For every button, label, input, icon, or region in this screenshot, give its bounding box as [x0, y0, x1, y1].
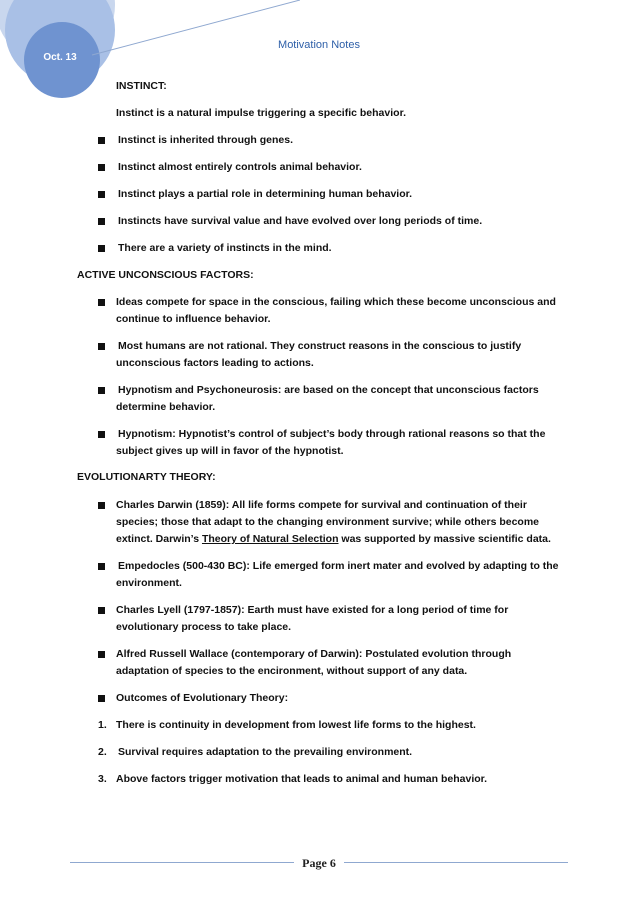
evolution-bullet-line: adaptation of species to the encironment, without support of any data. [116, 665, 468, 677]
outcome-item: There is continuity in development from lowest life forms to the highest. [116, 719, 476, 731]
list-number: 1. [98, 719, 107, 731]
evolution-bullet-line: Empedocles (500-430 BC): Life emerged form inert mater and evolved by adapting to the [118, 560, 559, 572]
instinct-bullet: There are a variety of instincts in the mind. [118, 242, 332, 254]
header-date: Oct. 13 [43, 52, 77, 63]
bullet-icon [98, 218, 105, 225]
evolution-bullet-line: species; those that adapt to the changing environment survive; while others become [116, 516, 540, 528]
bullet-icon [98, 431, 105, 438]
instinct-bullet: Instinct is inherited through genes. [118, 134, 294, 146]
list-number: 2. [98, 746, 107, 758]
active-heading: ACTIVE UNCONSCIOUS FACTORS: [77, 269, 254, 281]
evolution-bullet-line: Outcomes of Evolutionary Theory: [116, 692, 289, 704]
bullet-icon [98, 343, 105, 350]
bullet-icon [98, 607, 105, 614]
bullet-icon [98, 137, 105, 144]
bullet-icon [98, 299, 105, 306]
list-number: 3. [98, 773, 107, 785]
active-bullet-line: Most humans are not rational. They construct reasons in the conscious to justify [118, 340, 522, 352]
outcome-item: Survival requires adaptation to the prevailing environment. [118, 746, 413, 758]
evolution-bullet-line: Charles Lyell (1797-1857): Earth must have existed for a long period of time for [116, 604, 509, 616]
active-bullet-line: subject gives up will in favor of the hypnotist. [116, 445, 344, 457]
bullet-icon [98, 563, 105, 570]
instinct-bullet: Instinct plays a partial role in determining human behavior. [118, 188, 413, 200]
page-number: Page 6 [302, 856, 336, 870]
outcome-item: Above factors trigger motivation that leads to animal and human behavior. [116, 773, 488, 785]
evolution-bullet-line [116, 531, 551, 548]
evolution-bullet-line: environment. [116, 577, 182, 589]
bullet-icon [98, 651, 105, 658]
active-bullet-line: determine behavior. [116, 401, 216, 413]
theory-link: Theory of Natural Selection [201, 533, 339, 545]
active-bullet-line: continue to influence behavior. [116, 313, 271, 325]
evolution-bullet-line: evolutionary process to take place. [116, 621, 292, 633]
evolution-bullet-line: Charles Darwin (1859): All life forms compete for survival and continuation of their [116, 499, 527, 511]
instinct-definition: Instinct is a natural impulse triggering a specific behavior. [116, 107, 406, 119]
instinct-heading: INSTINCT: [116, 80, 167, 92]
active-bullet-line: Ideas compete for space in the conscious, failing which these become unconscious and [116, 296, 556, 308]
bullet-icon [98, 191, 105, 198]
bullet-icon [98, 387, 105, 394]
active-bullet-line: unconscious factors leading to actions. [116, 357, 314, 369]
instinct-bullet: Instinct almost entirely controls animal behavior. [118, 161, 362, 173]
text-segment: extinct. Darwin’s [116, 533, 202, 545]
instinct-bullet: Instincts have survival value and have evolved over long periods of time. [118, 215, 483, 227]
bullet-icon [98, 164, 105, 171]
bullet-icon [98, 502, 105, 509]
evolution-heading: EVOLUTIONARTY THEORY: [77, 471, 216, 483]
text-segment: was supported by massive scientific data. [338, 533, 551, 545]
header-title: Motivation Notes [278, 39, 360, 51]
active-bullet-line: Hypnotism and Psychoneurosis: are based on the concept that unconscious factors [118, 384, 539, 396]
bullet-icon [98, 695, 105, 702]
evolution-bullet-line: Alfred Russell Wallace (contemporary of Darwin): Postulated evolution through [116, 648, 512, 660]
bullet-icon [98, 245, 105, 252]
active-bullet-line: Hypnotism: Hypnotist’s control of subject’s body through rational reasons so that the [118, 428, 546, 440]
